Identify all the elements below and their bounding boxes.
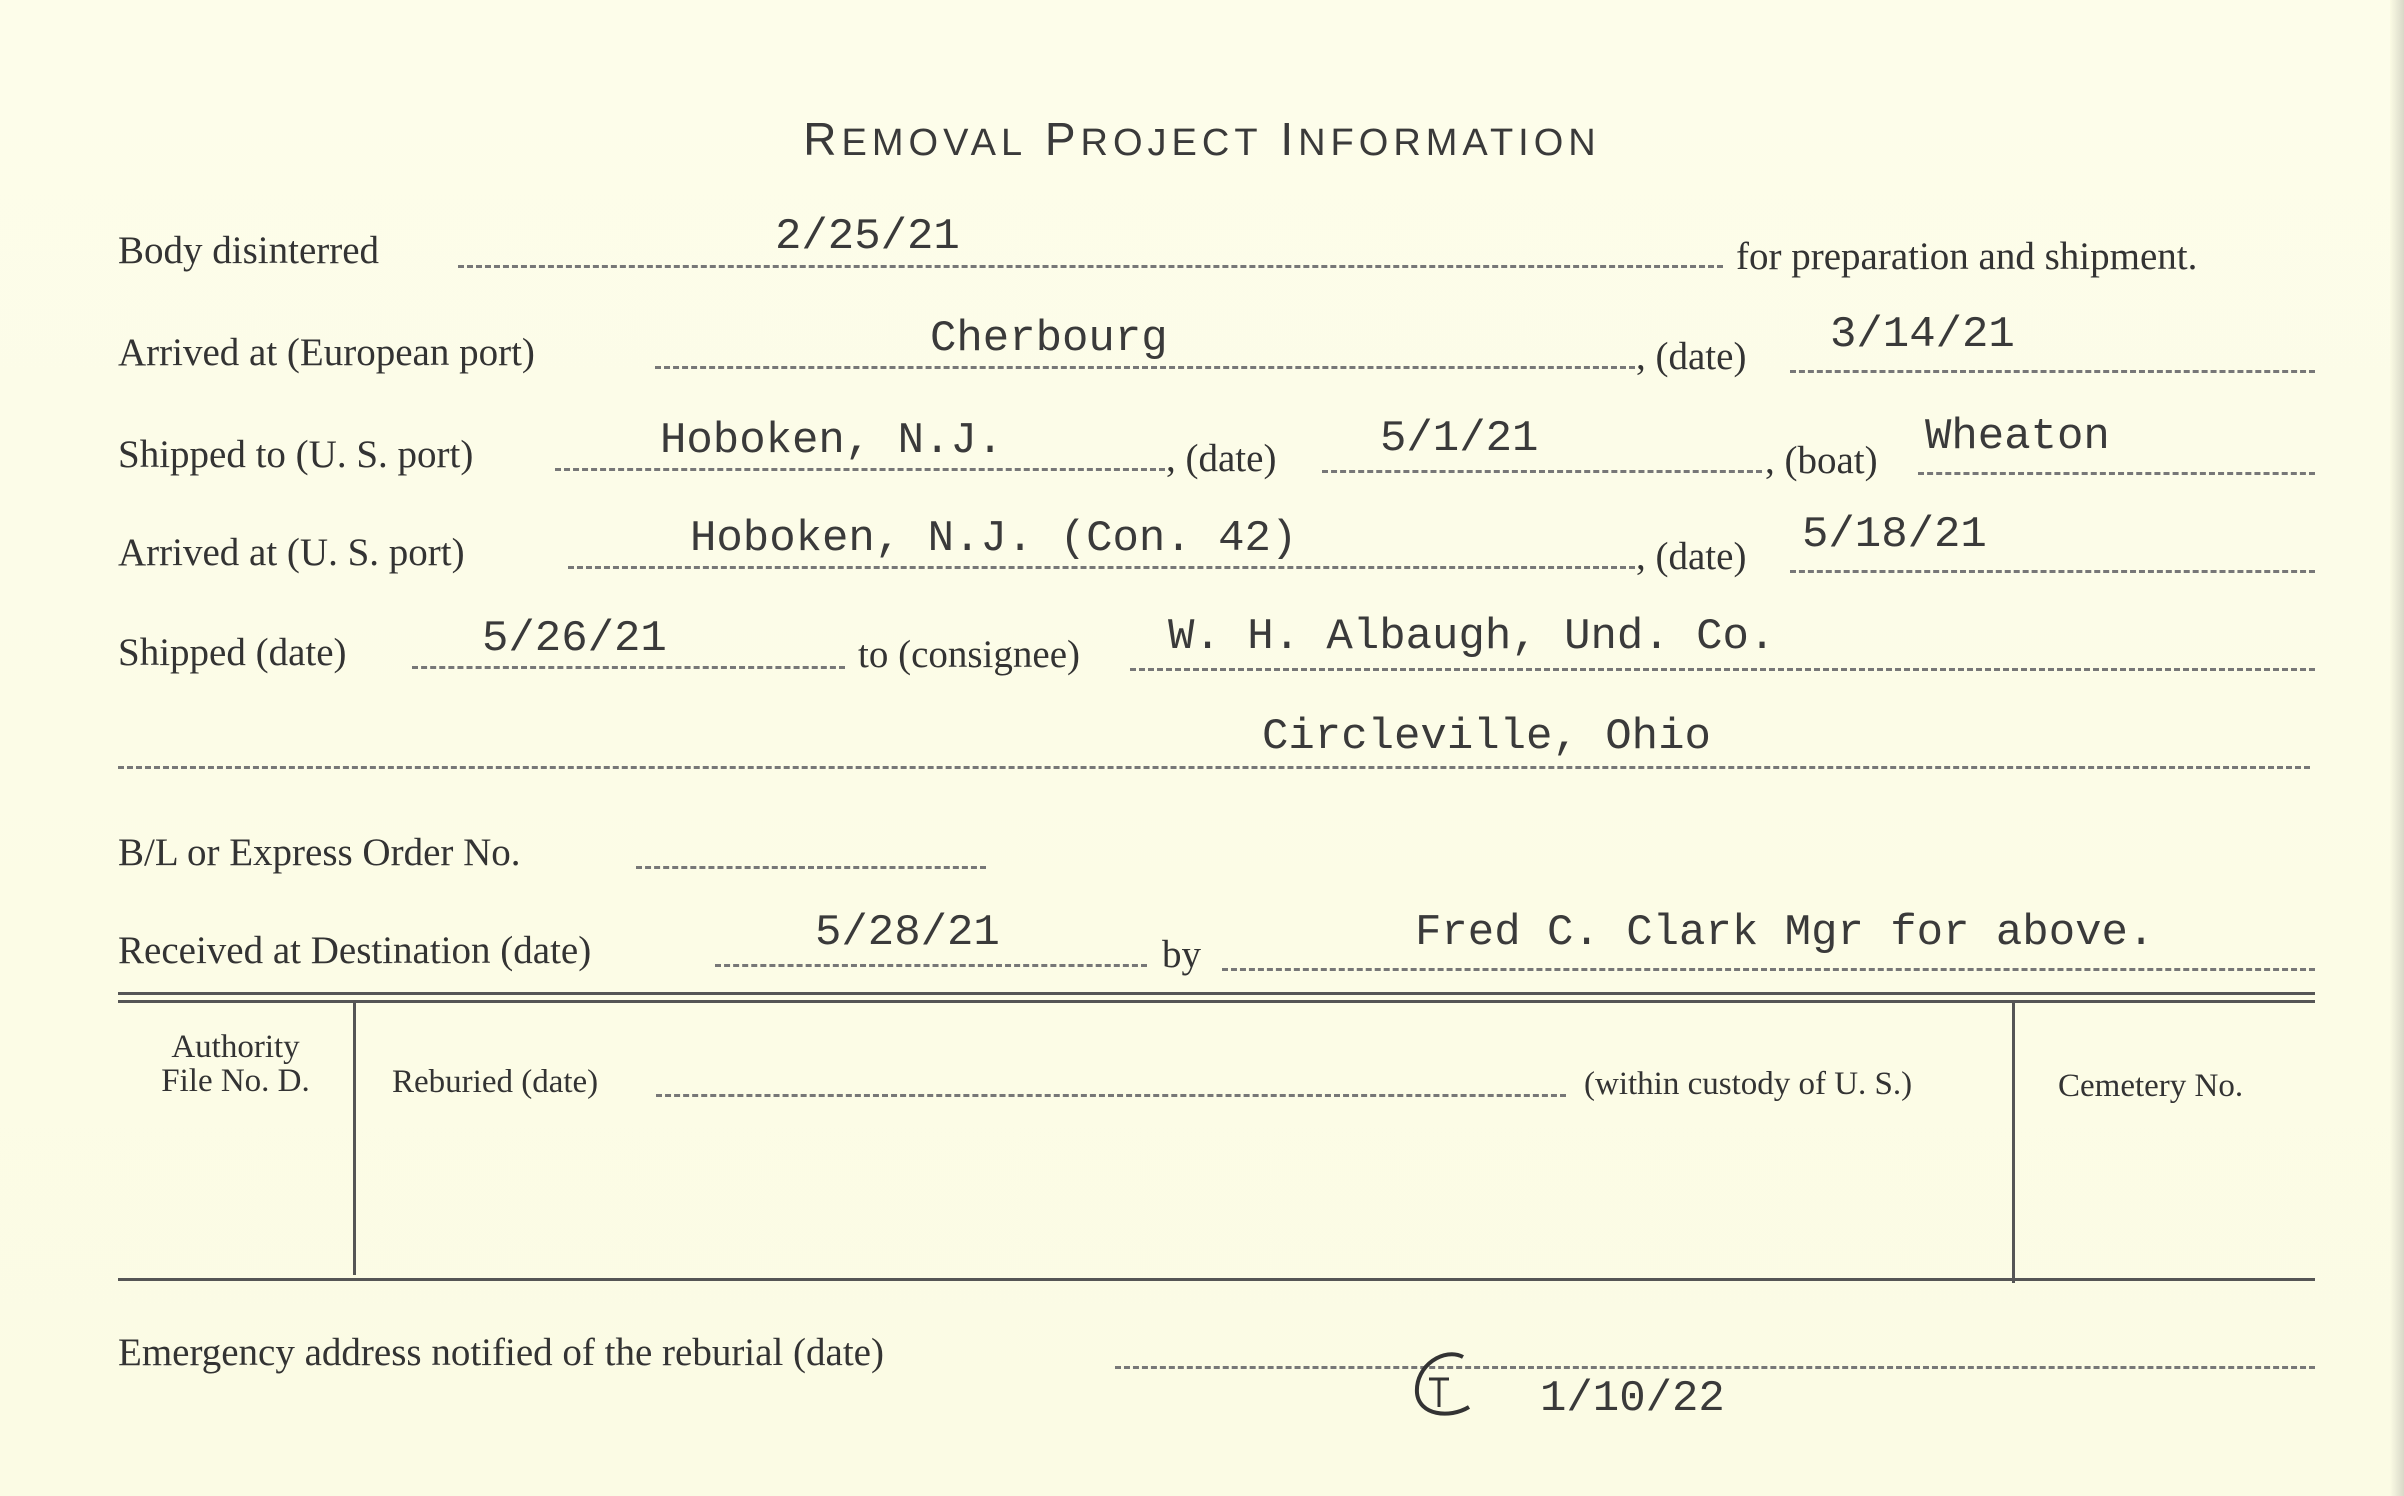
disinterred-date: 2/25/21 [775, 212, 960, 262]
arrived-us-line [568, 566, 1635, 569]
consignee-line [1130, 668, 2315, 671]
arrived-us-date-line [1790, 570, 2315, 573]
authority-label: Authority [171, 1029, 300, 1065]
title-initial-2: P [1044, 113, 1081, 165]
boat-value: Wheaton [1925, 412, 2110, 462]
initials-stroke-2 [1429, 1379, 1449, 1407]
consignee-line-2 [118, 766, 2310, 769]
euro-port-label: Arrived at (European port) [118, 331, 535, 374]
shipped-date-line [412, 666, 845, 669]
received-date: 5/28/21 [815, 908, 1000, 958]
received-by: Fred C. Clark Mgr for above. [1415, 908, 2155, 958]
received-label: Received at Destination (date) [118, 929, 592, 972]
shipped-us-date-label: , (date) [1166, 437, 1277, 480]
emergency-date: 1/10/22 [1540, 1374, 1725, 1424]
consignee-label: to (consignee) [858, 633, 1081, 676]
initials-signature [1405, 1345, 1485, 1425]
disinterred-suffix: for preparation and shipment. [1736, 235, 2198, 278]
euro-port-value: Cherbourg [930, 314, 1168, 364]
table-bottom-rule [118, 1278, 2315, 1281]
table-top-rule [118, 992, 2315, 995]
euro-port-date: 3/14/21 [1830, 310, 2015, 360]
reburied-label: Reburied (date) [392, 1064, 599, 1100]
table-divider-left [353, 1003, 356, 1275]
emergency-label: Emergency address notified of the reburial (date) [118, 1331, 884, 1374]
euro-port-line [655, 366, 1635, 369]
arrived-us-label: Arrived at (U. S. port) [118, 531, 465, 574]
card-edge [2390, 0, 2404, 1496]
emergency-line [1115, 1366, 2315, 1369]
initials-stroke [1417, 1354, 1469, 1413]
shipped-us-label: Shipped to (U. S. port) [118, 433, 474, 476]
euro-port-date-label: , (date) [1636, 335, 1747, 378]
authority-cell [128, 1030, 343, 1098]
bl-line [636, 866, 986, 869]
custody-label: (within custody of U. S.) [1584, 1066, 1913, 1102]
title-word-2: ROJECT [1080, 122, 1263, 164]
shipped-us-line [555, 468, 1165, 471]
received-by-line [1222, 968, 2315, 971]
boat-line [1918, 472, 2315, 475]
euro-port-date-line [1790, 370, 2315, 373]
disinterred-line [458, 265, 1723, 268]
received-date-line [715, 964, 1147, 967]
shipped-date-label: Shipped (date) [118, 631, 347, 674]
boat-label: , (boat) [1765, 439, 1878, 482]
shipped-us-date-line [1322, 470, 1762, 473]
table-top-rule-2 [118, 1000, 2315, 1003]
reburied-line [656, 1094, 1566, 1097]
shipped-date: 5/26/21 [482, 614, 667, 664]
form-title [0, 112, 2404, 166]
consignee-value: W. H. Albaugh, Und. Co. [1168, 612, 1776, 662]
cemetery-label: Cemetery No. [2058, 1068, 2244, 1104]
disinterred-label: Body disinterred [118, 229, 380, 272]
consignee-value-2: Circleville, Ohio [1262, 712, 1711, 762]
title-initial-1: R [803, 113, 842, 165]
arrived-us-date: 5/18/21 [1802, 510, 1987, 560]
title-word-3: NFORMATION [1298, 122, 1601, 164]
arrived-us-date-label: , (date) [1636, 535, 1747, 578]
arrived-us-value: Hoboken, N.J. (Con. 42) [690, 514, 1298, 564]
file-no-label: File No. D. [161, 1063, 310, 1099]
title-word-1: EMOVAL [841, 122, 1028, 164]
title-initial-3: I [1280, 113, 1299, 165]
shipped-us-date: 5/1/21 [1380, 414, 1539, 464]
received-by-label: by [1162, 933, 1201, 976]
shipped-us-value: Hoboken, N.J. [660, 416, 1004, 466]
table-divider-right [2012, 1003, 2015, 1283]
bl-label: B/L or Express Order No. [118, 831, 521, 874]
